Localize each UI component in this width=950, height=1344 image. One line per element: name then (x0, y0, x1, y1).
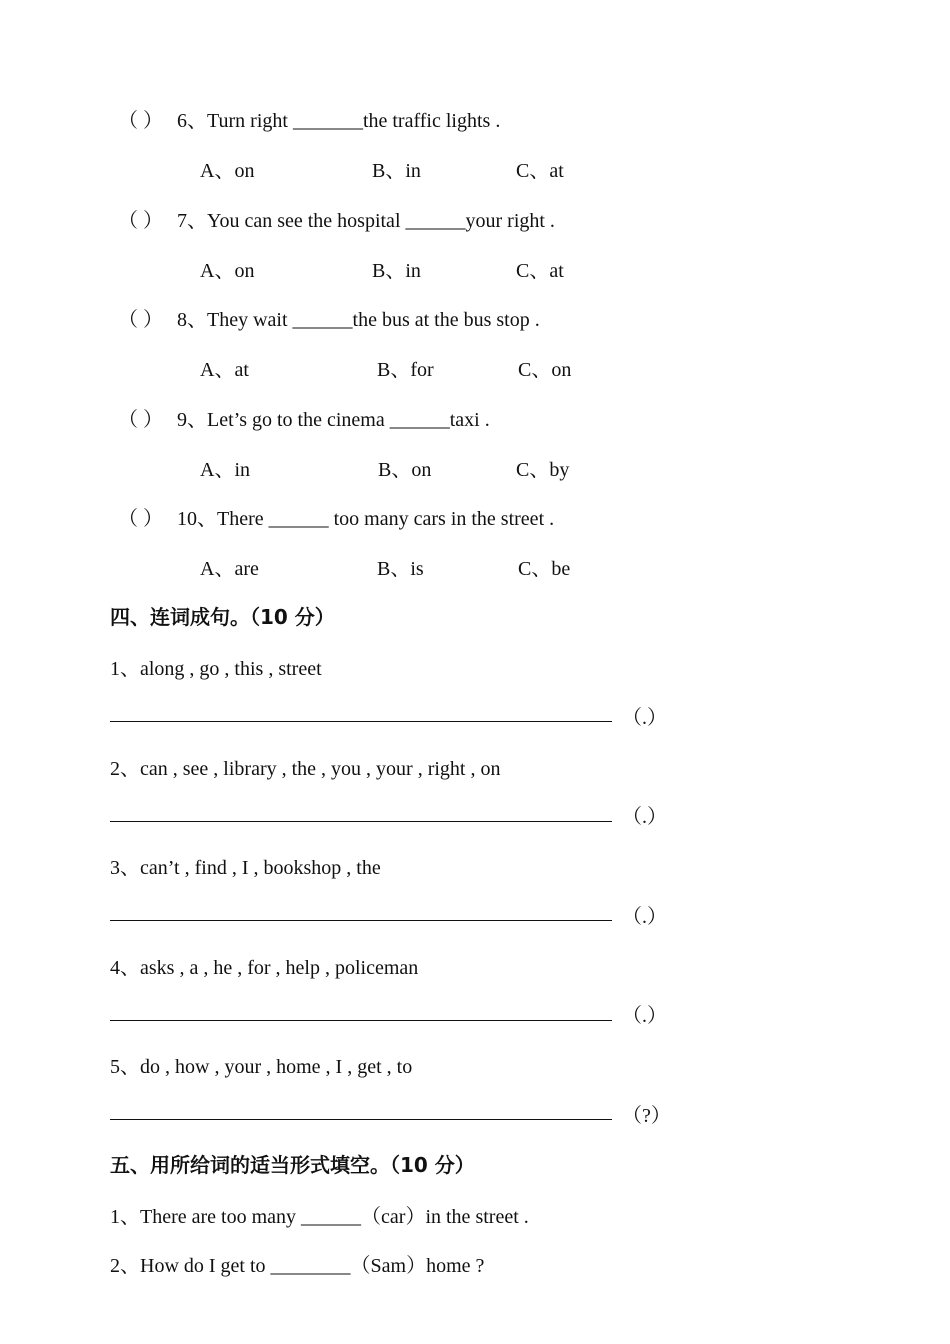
option-b: B、in (372, 260, 421, 282)
answer-paren[interactable]: （ ） (118, 409, 163, 431)
fill-item-2[interactable]: 2、How do I get to ________（Sam）home ? (110, 1255, 485, 1277)
option-a: A、in (200, 459, 250, 481)
option-b: B、is (377, 558, 424, 580)
option-c: C、at (516, 160, 564, 182)
answer-paren[interactable]: （ ） (118, 210, 163, 232)
answer-paren[interactable]: （ ） (118, 508, 163, 530)
word-list: 2、can , see , library , the , you , your , right , on (110, 758, 501, 780)
question-text: 10、There ______ too many cars in the street . (177, 508, 555, 530)
option-b: B、for (377, 359, 434, 381)
option-a: A、on (200, 260, 255, 282)
answer-line[interactable] (110, 1020, 612, 1021)
end-punctuation: （.） (622, 906, 667, 928)
answer-line[interactable] (110, 821, 612, 822)
option-b: B、on (378, 459, 432, 481)
option-b: B、in (372, 160, 421, 182)
question-text: 9、Let’s go to the cinema ______taxi . (177, 409, 490, 431)
option-c: C、by (516, 459, 570, 481)
answer-line[interactable] (110, 721, 612, 722)
word-list: 1、along , go , this , street (110, 658, 322, 680)
question-text: 8、They wait ______the bus at the bus stop . (177, 309, 540, 331)
word-list: 5、do , how , your , home , I , get , to (110, 1056, 413, 1078)
option-a: A、at (200, 359, 249, 381)
end-punctuation: （.） (622, 806, 667, 828)
word-list: 3、can’t , find , I , bookshop , the (110, 857, 381, 879)
answer-line[interactable] (110, 920, 612, 921)
end-punctuation: （.） (622, 707, 667, 729)
option-c: C、at (516, 260, 564, 282)
option-a: A、on (200, 160, 255, 182)
fill-item-1[interactable]: 1、There are too many ______（car）in the street . (110, 1206, 529, 1228)
answer-paren[interactable]: （ ） (118, 110, 163, 132)
section-4-heading: 四、连词成句。（10 分） (110, 605, 335, 629)
word-list: 4、asks , a , he , for , help , policeman (110, 957, 419, 979)
question-text: 6、Turn right _______the traffic lights . (177, 110, 501, 132)
option-a: A、are (200, 558, 259, 580)
answer-line[interactable] (110, 1119, 612, 1120)
end-punctuation: （?） (622, 1105, 671, 1127)
section-5-heading: 五、用所给词的适当形式填空。（10 分） (110, 1153, 475, 1177)
option-c: C、on (518, 359, 572, 381)
option-c: C、be (518, 558, 571, 580)
question-text: 7、You can see the hospital ______your right . (177, 210, 555, 232)
end-punctuation: （.） (622, 1005, 667, 1027)
answer-paren[interactable]: （ ） (118, 309, 163, 331)
